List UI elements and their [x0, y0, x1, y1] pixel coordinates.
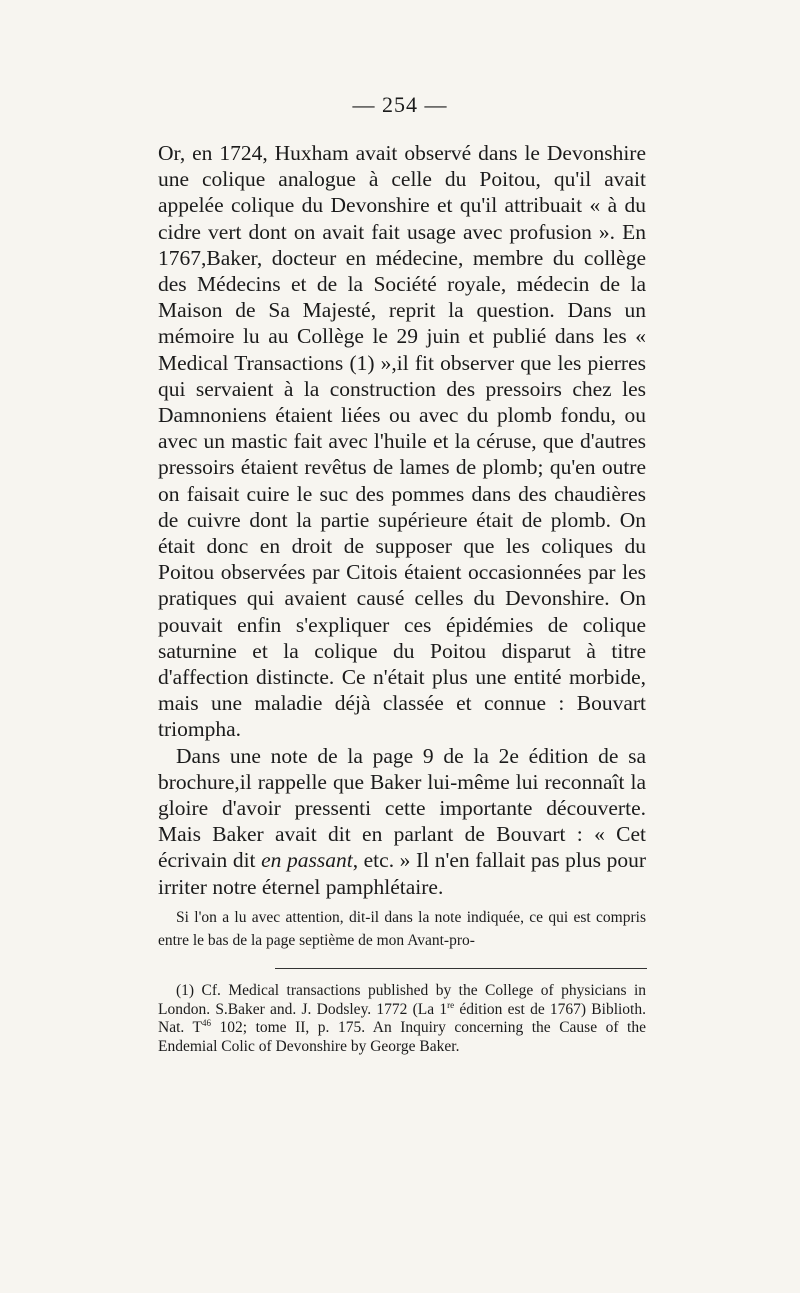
page-number: — 254 —: [352, 92, 448, 117]
footnote-text-1: (1) Cf. Medical transactions published by the College of physicians in London. S.Baker and. J. Dodsley. 1772 (La 1: [158, 982, 646, 1018]
footnote: [158, 982, 646, 1056]
footnote-divider: [275, 968, 647, 969]
footnote-superscript-1: re: [447, 999, 455, 1010]
paragraph-2: [158, 743, 646, 900]
paragraph-1: Or, en 1724, Huxham avait observé dans le Devonshire une colique analogue à celle du Poitou, qu'il avait appelée colique du Devonshire et qu'il attribuait « à du cidre vert dont on avait fait usage avec profusion ». En 1767,Baker, docteur en médecine, membre du collège des Médecins et de la Société royale, médecin de la Maison de Sa Majesté, reprit la question. Dans un mémoire lu au Collège le 29 juin et publié dans les « Medical Transactions (1) »,il fit observer que les pierres qui servaient à la construction des pressoirs chez les Damnoniens étaient liées ou avec du plomb fondu, ou avec un mastic fait avec l'huile et la céruse, que d'autres pressoirs étaient revêtus de lames de plomb; qu'en outre on faisait cuire le suc des pommes dans des chaudières de cuivre dont la partie supérieure était de plomb. On était donc en droit de supposer que les coliques du Poitou observées par Citois étaient occasionnées par les pratiques qui avaient causé celles du Devonshire. On pouvait enfin s'expliquer ces épidémies de colique saturnine et la colique du Poitou disparut à titre d'affection distincte. Ce n'était plus une entité morbide, mais une maladie déjà classée et connue : Bouvart triompha.: [158, 141, 646, 742]
paragraph-2-text: Dans une note de la page 9 de la 2e édition de sa brochure,il rappelle que Baker lui-même lui reconnaît la gloire d'avoir pressenti cette importante découverte. Mais Baker avait dit en parlant de Bouvart : « Cet écrivain dit: [158, 743, 646, 873]
footnote-superscript-2: 46: [201, 1017, 211, 1028]
footnote-text-3: 102; tome II, p. 175. An Inquiry concerning the Cause of the Endemial Colic of Devonshire by George Baker.: [158, 1019, 646, 1055]
quoted-passage: Si l'on a lu avec attention, dit-il dans la note indiquée, ce qui est compris entre le bas de la page septième de mon Avant-pro-: [158, 909, 646, 949]
italic-phrase: en passant: [261, 848, 353, 873]
main-text: [158, 140, 646, 900]
paragraph-2-end: , etc. » Il n'en fallait pas plus pour irriter notre éternel pamphlétaire.: [158, 848, 646, 899]
footnote-text-2: édition est de 1767) Biblioth. Nat. T: [158, 1000, 646, 1036]
